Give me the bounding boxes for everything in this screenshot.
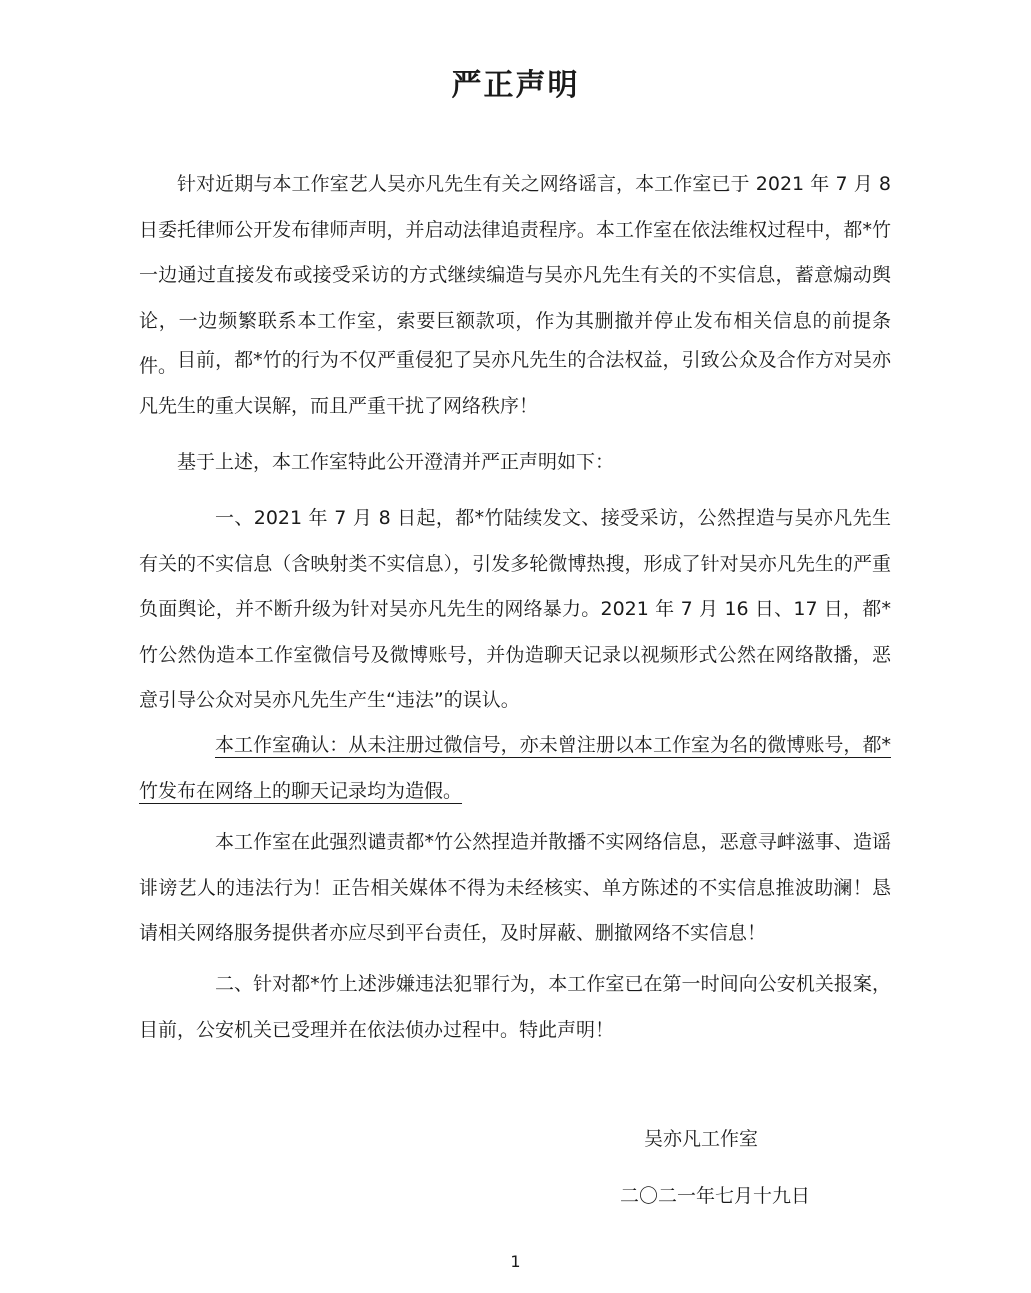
paragraph-condemnation: 本工作室在此强烈谴责都*竹公然捏造并散播不实网络信息，恶意寻衅滋事、造谣诽谤艺人的违法行为！正告相关媒体不得为未经核实、单方陈述的不实信息推波助澜！恳请相关网络服务提供者亦应尽到平台责任，及时屏蔽、删撤网络不实信息！ [139,831,891,945]
signature-date: 二〇二一年七月十九日 [620,1185,811,1207]
signature-studio-name: 吴亦凡工作室 [644,1128,759,1150]
paragraph-intro: 针对近期与本工作室艺人吴亦凡先生有关之网络谣言，本工作室已于 2021 年 7 月 8 日委托律师公开发布律师声明，并启动法律追责程序。本工作室在依法维权过程中，都*竹一边通过直接发布或接受采访的方式继续编造与吴亦凡先生有关的不实信息，蓄意煽动舆论，一边频繁联系本工作室，索要巨额款项，作为其删撤并停止发布相关信息的前提条件。 [139,173,891,378]
paragraph-current-situation: 目前，都*竹的行为不仅严重侵犯了吴亦凡先生的合法权益，引致公众及合作方对吴亦凡先生的重大误解，而且严重干扰了网络秩序！ [139,349,891,417]
page-number: 1 [510,1252,521,1271]
paragraph-point-one: 一、2021 年 7 月 8 日起，都*竹陆续发文、接受采访，公然捏造与吴亦凡先生有关的不实信息（含映射类不实信息），引发多轮微博热搜，形成了针对吴亦凡先生的严重负面舆论，并不断升级为针对吴亦凡先生的网络暴力。2021 年 7 月 16 日、17 日，都*竹公然伪造本工作室微信号及微博账号，并伪造聊天记录以视频形式公然在网络散播，恶意引导公众对吴亦凡先生产生“违法”的误认。 [139,507,891,712]
paragraph-confirmation-underlined: 本工作室确认：从未注册过微信号，亦未曾注册以本工作室为名的微博账号，都*竹发布在网络上的聊天记录均为造假。 [139,734,891,802]
document-title: 严正声明 [451,68,580,103]
paragraph-point-two: 二、针对都*竹上述涉嫌违法犯罪行为，本工作室已在第一时间向公安机关报案，目前，公安机关已受理并在依法侦办过程中。特此声明！ [139,973,891,1041]
paragraph-declaration-lead: 基于上述，本工作室特此公开澄清并严正声明如下： [177,451,615,473]
